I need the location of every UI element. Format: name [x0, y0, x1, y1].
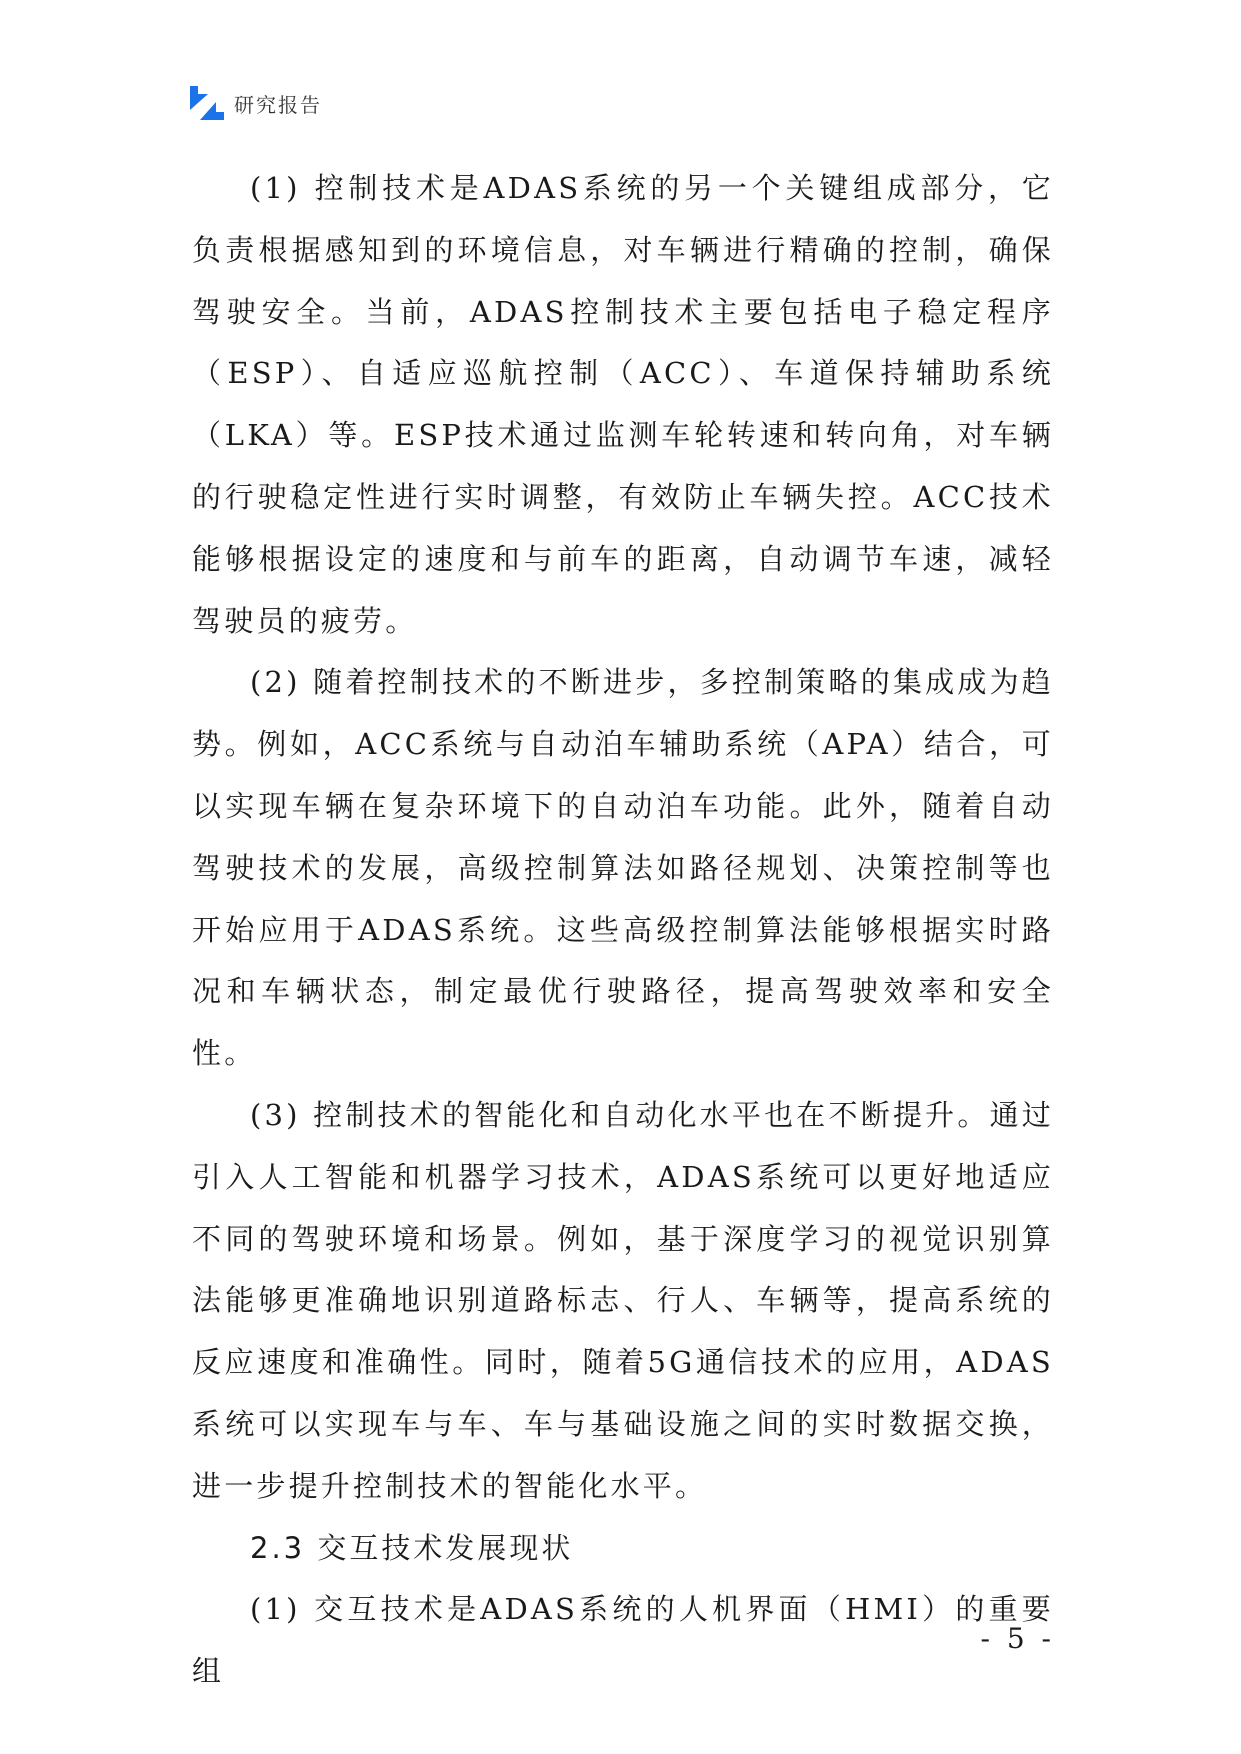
page-header [190, 86, 322, 120]
paragraph: (2) 随着控制技术的不断进步，多控制策略的集成成为趋势。例如，ACC系统与自动泊车辅助系统（APA）结合，可以实现车辆在复杂环境下的自动泊车功能。此外，随着自动驾驶技术的发展，高级控制算法如路径规划、决策控制等也开始应用于ADAS系统。这些高级控制算法能够根据实时路况和车辆状态，制定最优行驶路径，提高驾驶效率和安全性。 [192, 665, 1054, 1071]
header-title: 研究报告 [234, 92, 322, 117]
section-heading: 2.3 交互技术发展现状 [250, 1530, 574, 1565]
paragraph: (1) 控制技术是ADAS系统的另一个关键组成部分，它负责根据感知到的环境信息，对车辆进行精确的控制，确保驾驶安全。当前，ADAS控制技术主要包括电子稳定程序（ESP）、自适应巡航控制（ACC）、车道保持辅助系统（LKA）等。ESP技术通过监测车轮转速和转向角，对车辆的行驶稳定性进行实时调整，有效防止车辆失控。ACC技术能够根据设定的速度和与前车的距离，自动调节车速，减轻驾驶员的疲劳。 [192, 171, 1054, 638]
arrow-logo-icon [190, 86, 224, 120]
paragraph: (1) 交互技术是ADAS系统的人机界面（HMI）的重要组 [192, 1592, 1054, 1689]
page-number: - 5 - [980, 1622, 1055, 1655]
paragraph: (3) 控制技术的智能化和自动化水平也在不断提升。通过引入人工智能和机器学习技术，ADAS系统可以更好地适应不同的驾驶环境和场景。例如，基于深度学习的视觉识别算法能够更准确地识别道路标志、行人、车辆等，提高系统的反应速度和准确性。同时，随着5G通信技术的应用，ADAS系统可以实现车与车、车与基础设施之间的实时数据交换，进一步提升控制技术的智能化水平。 [192, 1097, 1054, 1503]
document-body [192, 158, 1054, 1703]
